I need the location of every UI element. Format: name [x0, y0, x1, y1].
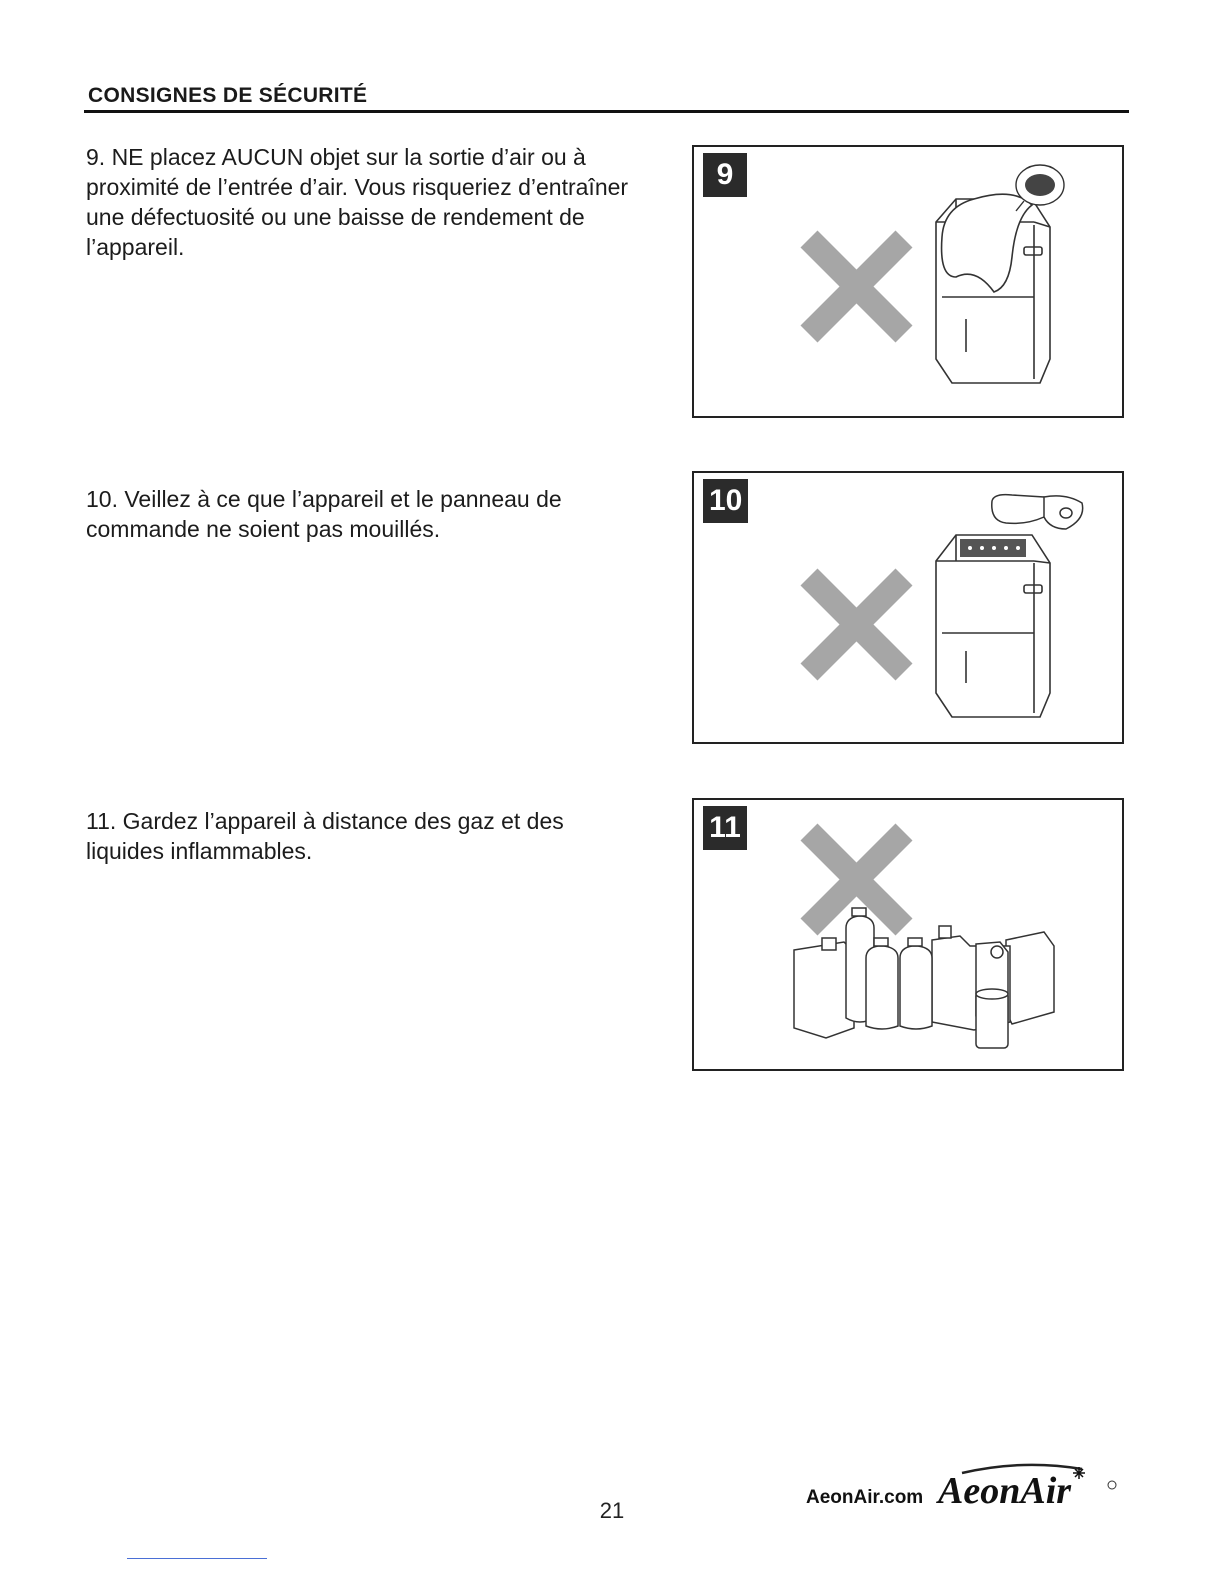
- dehumidifier-icon: [936, 535, 1050, 717]
- figure-10: [692, 471, 1124, 744]
- covered-dehumidifier-illustration: [694, 147, 1122, 416]
- figure-number-badge: 11: [703, 806, 747, 850]
- figure-number-badge: 10: [703, 479, 748, 523]
- brand-name: AeonAir: [938, 1470, 1072, 1512]
- registered-mark-icon: [1108, 1481, 1116, 1489]
- website-link[interactable]: AeonAir.com: [806, 1487, 924, 1508]
- control-panel-icon: [960, 539, 1026, 557]
- instruction-9-text: 9. NE placez AUCUN objet sur la sortie d’air ou à proximité de l’entrée d’air. Vous risqueriez d’entraîner une défectuosité ou une baisse de rendement de l’appareil.: [86, 144, 629, 260]
- prohibited-x-icon: [809, 239, 904, 334]
- cup-pouring-icon: [992, 495, 1083, 529]
- section-title: CONSIGNES DE SÉCURITÉ: [88, 84, 368, 107]
- wet-control-panel-illustration: [694, 473, 1122, 742]
- flammable-containers-icon: [794, 908, 1054, 1048]
- flammable-containers-illustration: [694, 800, 1122, 1069]
- page-number: 21: [599, 1498, 625, 1523]
- link-underline: [127, 1558, 267, 1559]
- figure-11: [692, 798, 1124, 1071]
- prohibited-x-icon: [809, 577, 904, 672]
- figure-number-badge: 9: [703, 153, 747, 197]
- aeonair-logo: [932, 1455, 1122, 1515]
- header-rule: [84, 110, 1129, 113]
- instruction-10-text: 10. Veillez à ce que l’appareil et le panneau de commande ne soient pas mouillés.: [86, 486, 562, 542]
- instruction-11-text: 11. Gardez l’appareil à distance des gaz et des liquides inflammables.: [86, 808, 564, 864]
- figure-9: [692, 145, 1124, 418]
